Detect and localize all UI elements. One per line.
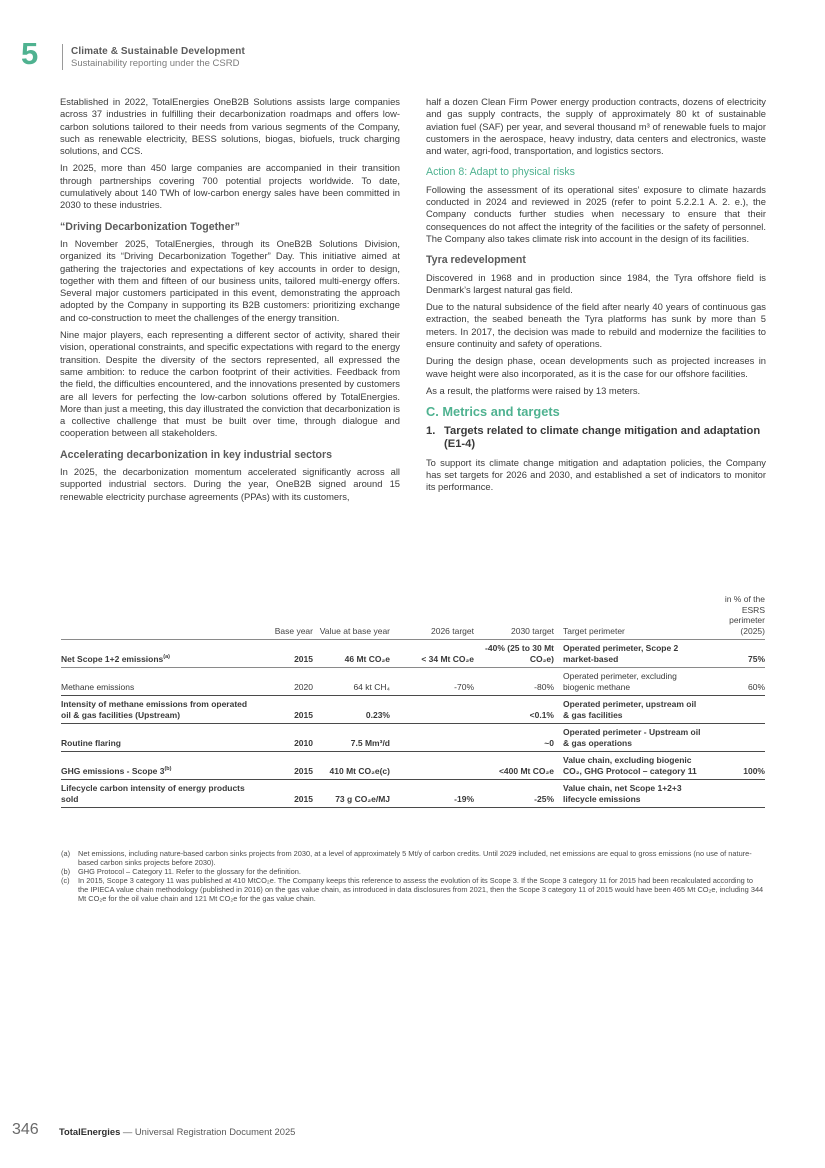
paragraph: In 2025, more than 450 large companies are accompanied in their transition through partnerships covering 700 potential projects worldwide. To date, cumulatively about 140 TWh of low-carbon energy sales have been committed in 2030 to these industries. <box>60 162 400 211</box>
footnote-key: (b) <box>61 866 71 876</box>
table-row <box>61 668 765 696</box>
cell-perimeter: Operated perimeter, Scope 2 market-based <box>563 643 679 664</box>
cell-indicator: Lifecycle carbon intensity of energy products sold <box>61 780 251 808</box>
header-divider <box>62 44 63 70</box>
paragraph: In 2025, the decarbonization momentum accelerated significantly across all supported industrial sectors. During the year, OneB2B signed around 15 renewable electricity purchase agreements (PPAs) with its customers, <box>60 466 400 502</box>
cell-value: 410 Mt CO₂e(c) <box>313 752 390 780</box>
cell-2030: <0.1% <box>474 696 554 724</box>
paragraph: Due to the natural subsidence of the field after nearly 40 years of continuous gas extraction, the seabed beneath the Tyra platforms has sunk by more than 5 meters. In 2017, the decision was made to rebuild and modernize the facilities to ensure continuity and safety of operations. <box>426 301 766 350</box>
paragraph: During the design phase, ocean developments such as projected increases in wave height were also incorporated, as it is the case for our offshore facilities. <box>426 355 766 379</box>
footnote-ref: (a) <box>163 653 171 660</box>
cell-value: 73 g CO₂e/MJ <box>313 780 390 808</box>
paragraph: In November 2025, TotalEnergies, through its OneB2B Solutions Division, organized its “Driving Decarbonization Together” Day. This initiative aimed at gathering the trajectories and expectations of key accounts in order to design, together with them and fifteen of our business units, tailored multi-energy offers. Several major customers participated in this event, demonstrating the approach adopted by the Company in supporting its B2B customers: prioritizing exchange and co-construction to meet the challenges of the energy transition. <box>60 237 400 323</box>
cell-base-year: 2015 <box>294 653 313 664</box>
section-heading-tyra: Tyra redevelopment <box>426 254 526 267</box>
cell-value: 64 kt CH₄ <box>313 668 390 696</box>
footnote-text: In 2015, Scope 3 category 11 was published at 410 MtCO₂e. The Company keeps this reference to assess the evolution of its Scope 3. If the Scope 3 category 11 for 2015 had been recalculated according to the IPIECA value chain methodology (published in 2016) on the gas value chain, as introduced in data disclosures from 2021, then the Scope 3 category 11 of 2015 would have been 465 Mt CO₂e, including 344 Mt CO₂e for the oil value chain and 121 Mt CO₂e for the gas value chain. <box>78 875 764 903</box>
col-header-indicator <box>61 594 251 640</box>
section-heading-action-8: Action 8: Adapt to physical risks <box>426 166 575 179</box>
table-footnotes <box>61 850 765 903</box>
footnote <box>61 850 765 868</box>
cell-2026: -70% <box>390 668 474 696</box>
right-column <box>426 96 766 498</box>
cell-indicator: Methane emissions <box>61 668 251 696</box>
left-column <box>60 96 400 508</box>
cell-perimeter: Operated perimeter - Upstream oil & gas operations <box>554 724 704 752</box>
col-header-esrs-share: in % of the ESRS perimeter (2025) <box>704 594 765 640</box>
cell-2026 <box>390 752 474 780</box>
cell-value: 46 Mt CO₂e <box>344 653 390 664</box>
cell-2030: ~0 <box>474 724 554 752</box>
chapter-title: Climate & Sustainable Development <box>71 46 245 57</box>
page-number: 346 <box>12 1121 39 1138</box>
cell-indicator: GHG emissions - Scope 3$^{(b)}$ <box>61 752 251 780</box>
paragraph: As a result, the platforms were raised by 13 meters. <box>426 384 641 396</box>
cell-indicator: Routine flaring <box>61 724 251 752</box>
paragraph: Established in 2022, TotalEnergies OneB2B Solutions assists large companies across 37 industries in fulfilling their decarbonization roadmaps and offers low-carbon solutions tailored to their needs from various segments of the Company, such as renewable electricity, BESS solutions, biogas, biofuels, truck charging solutions, and CCS. <box>60 96 400 157</box>
footnote-key: (c) <box>61 875 70 885</box>
section-heading-driving-decarbonization: “Driving Decarbonization Together” <box>60 220 240 233</box>
paragraph: Discovered in 1968 and in production since 1984, the Tyra offshore field is Denmark’s largest natural gas field. <box>426 271 766 295</box>
cell-share: 60% <box>704 668 765 696</box>
col-header-base-year: Base year <box>251 594 313 640</box>
cell-value: 7.5 Mm³/d <box>313 724 390 752</box>
cell-base-year: 2020 <box>251 668 313 696</box>
cell-perimeter: Operated perimeter, excluding biogenic methane <box>554 668 704 696</box>
cell-share <box>704 724 765 752</box>
table-row <box>61 696 765 724</box>
table-row <box>61 640 765 668</box>
footnote-text: Net emissions, including nature-based carbon sinks projects from 2030, at a level of approximately 5 Mt/y of carbon credits. Until 2029 included, net emissions are equal to gross emissions (no use of nature-based carbon sinks projects before 2030). <box>78 849 752 867</box>
col-header-2026-target: 2026 target <box>390 594 474 640</box>
cell-base-year: 2010 <box>251 724 313 752</box>
table-row <box>61 780 765 808</box>
paragraph: To support its climate change mitigation and adaptation policies, the Company has set targets for 2026 and 2030, and established a set of indicators to monitor its performance. <box>426 456 766 493</box>
cell-share: 100% <box>704 752 765 780</box>
cell-indicator: Net Scope 1+2 emissions$^{(a)}$ <box>61 653 171 664</box>
subsection-number: 1. <box>426 424 436 437</box>
footnote-text: GHG Protocol – Category 11. Refer to the glossary for the definition. <box>78 866 301 876</box>
cell-perimeter: Value chain, net Scope 1+2+3 lifecycle emissions <box>554 780 704 808</box>
cell-share <box>704 780 765 808</box>
cell-base-year: 2015 <box>251 780 313 808</box>
subsection-heading-targets <box>426 425 766 452</box>
cell-2030: -25% <box>474 780 554 808</box>
cell-2030: -40% (25 to 30 Mt CO₂e) <box>485 643 554 664</box>
cell-base-year: 2015 <box>251 696 313 724</box>
col-header-target-perimeter: Target perimeter <box>554 594 704 640</box>
cell-perimeter: Value chain, excluding biogenic CO₂, GHG Protocol – category 11 <box>554 752 704 780</box>
cell-2026: -19% <box>390 780 474 808</box>
cell-2026 <box>390 724 474 752</box>
footnote-key: (a) <box>61 849 71 858</box>
section-heading-accelerating: Accelerating decarbonization in key industrial sectors <box>60 448 332 461</box>
cell-2030: -80% <box>474 668 554 696</box>
subsection-title: Targets related to climate change mitigation and adaptation (E1-4) <box>444 424 761 451</box>
cell-indicator: Intensity of methane emissions from operated oil & gas facilities (Upstream) <box>61 696 251 724</box>
section-heading-metrics-targets: C. Metrics and targets <box>426 404 560 420</box>
cell-2026: < 34 Mt CO₂e <box>421 653 474 664</box>
paragraph: half a dozen Clean Firm Power energy production contracts, dozens of electricity and gas supply contracts, the supply of approximately 80 kt of sustainable aviation fuel (SAF) per year, and several thousand m³ of renewable fuels to major customers in the aerospace, heavy industry, data centers and electronics, waste and water, agri-food, transportation, and logistics sectors. <box>426 96 766 157</box>
footnote <box>61 877 765 904</box>
table-header-row <box>61 594 765 640</box>
col-header-2030-target: 2030 target <box>474 594 554 640</box>
document-name: — Universal Registration Document 2025 <box>120 1126 296 1137</box>
cell-base-year: 2015 <box>251 752 313 780</box>
paragraph: Nine major players, each representing a different sector of activity, shared their vision, operational constraints, and specific expectations with regard to the energy transition. Despite the diversity of the sectors represented, all expressed the same ambition: to reduce the carbon footprint of their activities. Feedback from the field, the difficulties encountered, and the innovations presented by customers are all levers for perfecting the low-carbon solutions offered by TotalEnergies. More than just a meeting, this day illustrated the conviction that decarbonization is a collective challenge that must be built over time, through dialogue and cooperation between all stakeholders. <box>60 329 400 439</box>
cell-value: 0.23% <box>313 696 390 724</box>
table-row <box>61 752 765 780</box>
cell-share <box>704 696 765 724</box>
paragraph: Following the assessment of its operational sites’ exposure to climate hazards conducted in 2024 and reviewed in 2025 (refer to point 5.2.2.1 A. 2. e.), the Company conducts further studies when necessary to ensure that their consequences do not affect the integrity of the facilities or the safety of personnel. The Company also takes climate risk into account in the design of its facilities. <box>426 183 766 244</box>
targets-table <box>61 594 765 808</box>
cell-2026 <box>390 696 474 724</box>
cell-share: 75% <box>747 653 765 664</box>
chapter-number: 5 <box>21 36 39 71</box>
chapter-subtitle: Sustainability reporting under the CSRD <box>71 58 240 69</box>
document-title <box>59 1126 295 1137</box>
table-row <box>61 724 765 752</box>
company-name: TotalEnergies <box>59 1126 121 1137</box>
cell-perimeter: Operated perimeter, upstream oil & gas facilities <box>554 696 704 724</box>
cell-2030: <400 Mt CO₂e <box>474 752 554 780</box>
col-header-value-base-year: Value at base year <box>313 594 390 640</box>
footnote-ref: (b) <box>164 765 172 772</box>
